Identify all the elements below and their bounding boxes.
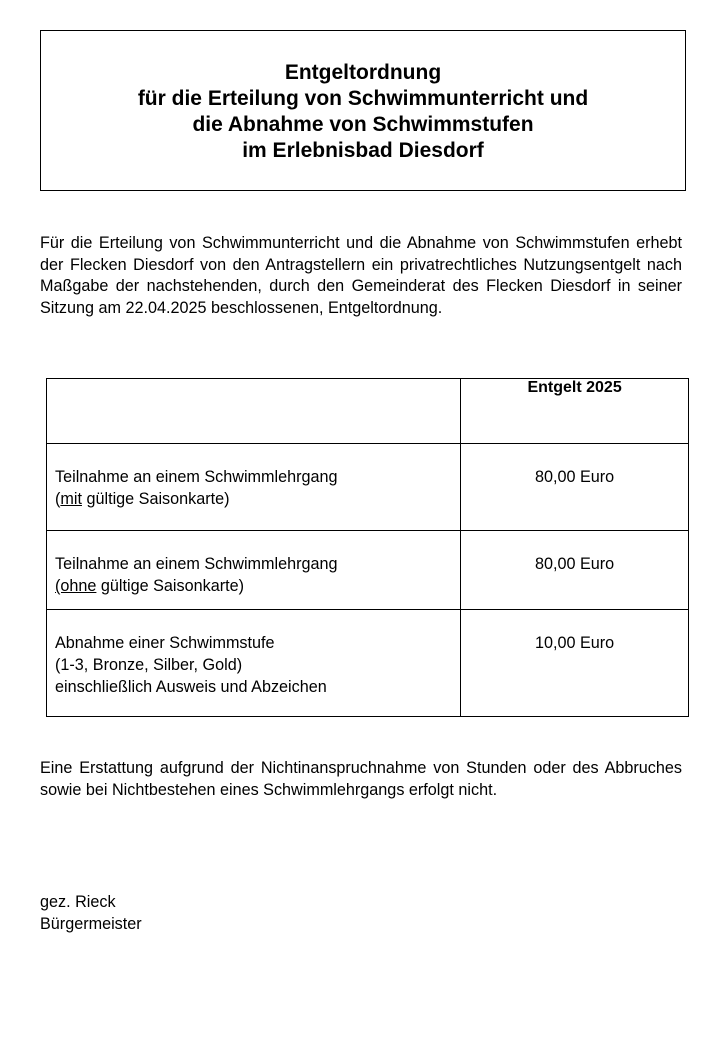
description-cell <box>47 531 461 610</box>
fee-cell <box>461 444 689 531</box>
paren-text: ( <box>55 490 61 508</box>
table-row <box>47 610 689 717</box>
signature-name: gez. Rieck <box>40 893 116 911</box>
document-subtitle-line-1: für die Erteilung von Schwimmunterricht und <box>137 87 589 110</box>
underlined-text: mit <box>60 490 82 508</box>
description-rest: gültige Saisonkarte) <box>96 577 244 595</box>
table-row <box>47 444 689 531</box>
header-fee-cell: Entgelt 2025 <box>461 379 689 444</box>
description-line: Abnahme einer Schwimmstufe <box>55 634 275 652</box>
fee-value: 10,00 Euro <box>534 634 615 652</box>
table-row <box>47 531 689 610</box>
refund-note: Eine Erstattung aufgrund der Nichtinanspruchnahme von Stunden oder des Abbruches sowie bei Nichtbestehen eines Schwimmlehrgangs erfolgt nicht. <box>40 759 682 799</box>
description-cell <box>47 444 461 531</box>
description-line: (1-3, Bronze, Silber, Gold) <box>55 656 243 674</box>
description-line <box>55 575 452 597</box>
fee-value: 80,00 Euro <box>534 555 615 573</box>
intro-paragraph: Für die Erteilung von Schwimmunterricht und die Abnahme von Schwimmstufen erhebt der Flecken Diesdorf von den Antragstellern ein privatrechtliches Nutzungsentgelt nach Maßgabe der nachstehenden, durch den Gemeinderat des Flecken Diesdorf in seiner Sitzung am 22.04.2025 beschlossenen, Entgeltordnung. <box>40 234 682 317</box>
description-cell <box>47 610 461 717</box>
fee-value: 80,00 Euro <box>534 468 615 486</box>
document-title: Entgeltordnung <box>284 61 442 84</box>
signature-title: Bürgermeister <box>40 915 142 933</box>
title-box <box>40 30 686 191</box>
description-line: Teilnahme an einem Schwimmlehrgang <box>55 555 338 573</box>
fee-cell <box>461 610 689 717</box>
fee-cell <box>461 531 689 610</box>
description-line: Teilnahme an einem Schwimmlehrgang <box>55 468 338 486</box>
description-line: einschließlich Ausweis und Abzeichen <box>55 678 327 696</box>
signature-block <box>40 891 142 935</box>
table-header-row <box>47 379 689 444</box>
fee-table <box>46 378 689 717</box>
document-subtitle-line-3: im Erlebnisbad Diesdorf <box>242 139 484 162</box>
underlined-text: (ohne <box>55 577 97 595</box>
description-line <box>55 488 452 510</box>
description-rest: gültige Saisonkarte) <box>81 490 230 508</box>
document-subtitle-line-2: die Abnahme von Schwimmstufen <box>192 113 534 136</box>
header-empty-cell <box>47 379 461 444</box>
